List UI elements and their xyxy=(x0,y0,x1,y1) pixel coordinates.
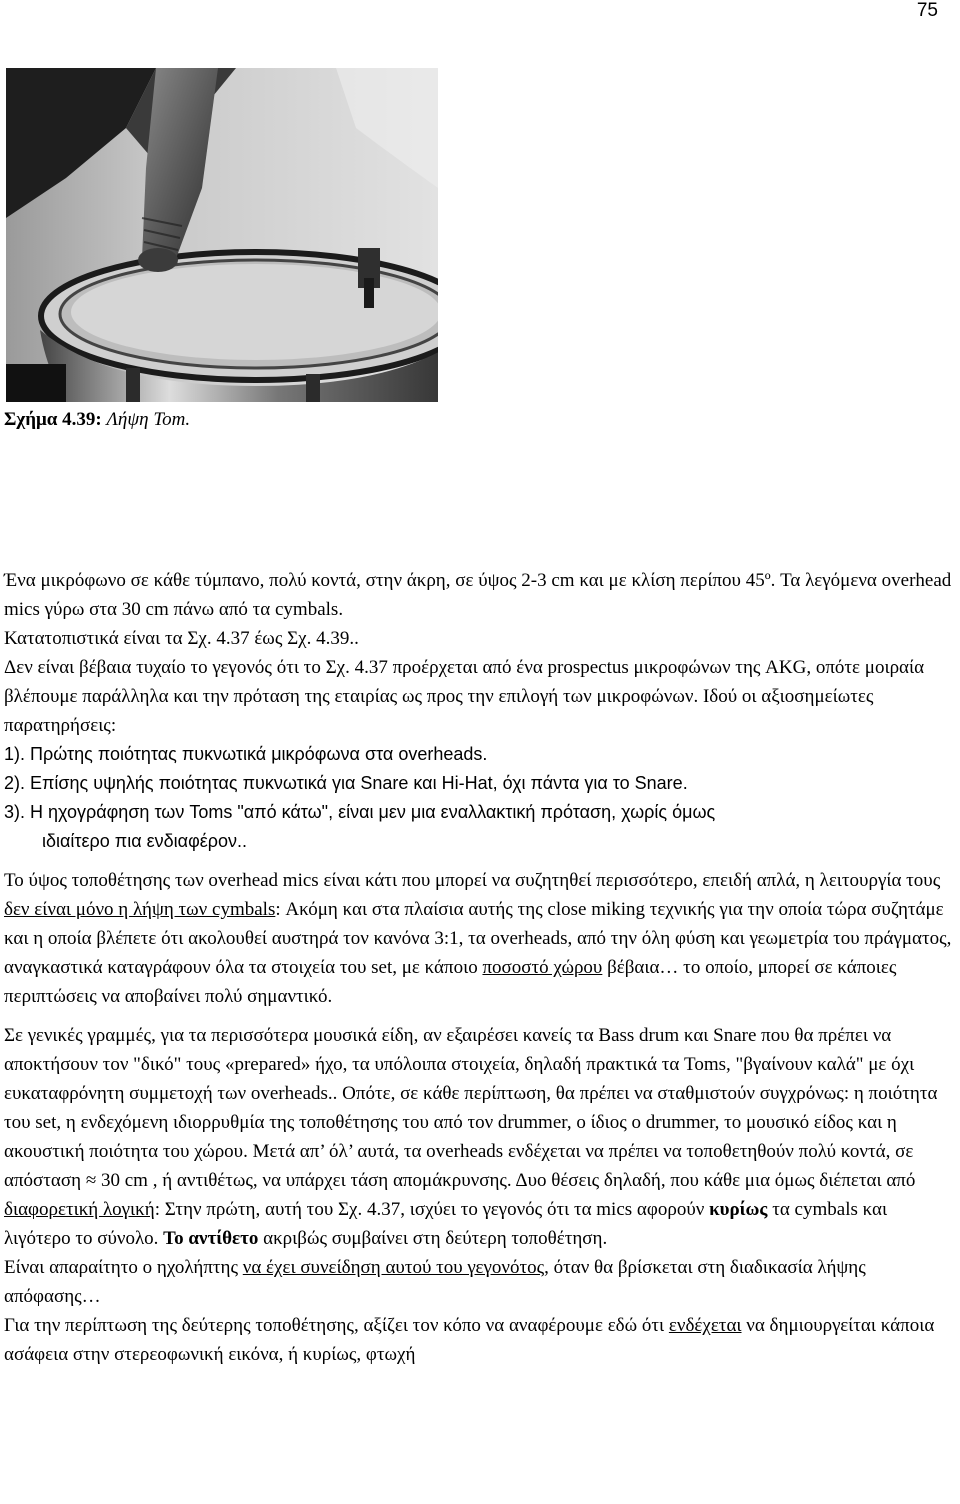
paragraph xyxy=(4,1253,952,1311)
paragraph: Δεν είναι βέβαια τυχαίο το γεγονός ότι το Σχ. 4.37 προέρχεται από ένα prospectus μικροφώνων της AKG, οπότε μοιραία βλέπουμε παράλληλα και την πρόταση της εταιρίας ως προς την επιλογή των μικροφώνων. Ιδού οι αξιοσημείωτες παρατηρήσεις: xyxy=(4,657,925,736)
text-run: Σε γενικές γραμμές, για τα περισσότερα μουσικά είδη, αν εξαιρέσει κανείς τα Bass drum και Snare που θα πρέπει να αποκτήσουν τον "δικό" τους «prepared» ήχο, τα υπόλοιπα στοιχεία, δηλαδή πρακτικά τα Toms, "βγαίνουν καλά" με όχι ευκαταφρόνητη συμμετοχή των overheads.. Οπότε, σε κάθε περίπτωση, θα πρέπει να σταθμιστούν συγχρόνως: η ποιότητα του set, η ενδεχόμενη ιδιορρυθμία της τοποθέτησης του από τον drummer, ο ίδιος ο drummer, το μουσικό είδος και η ακουστική ποιότητα του χώρου. Μετά απ’ όλ’ αυτά, τα overheads ενδέχεται να πρέπει να τοποθετηθούν πολύ κοντά, σε απόσταση xyxy=(4,1025,938,1191)
figure-photo xyxy=(6,68,438,402)
list-item: 3). Η ηχογράφηση των Toms "από κάτω", είναι μεν μια εναλλακτική πρόταση, χωρίς όμως xyxy=(4,802,716,822)
paragraph xyxy=(4,866,952,1011)
caption-text: Λήψη Tom. xyxy=(106,409,191,430)
list-item: 1). Πρώτης ποιότητας πυκνωτικά μικρόφωνα στα overheads. xyxy=(4,744,488,764)
caption-label: Σχήμα 4.39: xyxy=(4,409,102,430)
underlined-text: ενδέχεται xyxy=(668,1315,742,1336)
text-run: Είναι απαραίτητο ο ηχολήπτης xyxy=(4,1257,243,1278)
document-body xyxy=(4,566,952,1369)
paragraph: Ένα μικρόφωνο σε κάθε τύμπανο, πολύ κοντά, στην άκρη, σε ύψος 2-3 cm και με κλίση περίπου 45º. Τα λεγόμενα overhead mics γύρω στα 30 cm πάνω από τα cymbals. xyxy=(4,570,952,620)
text-run: Το ύψος τοποθέτησης των overhead mics είναι κάτι που μπορεί να συζητηθεί περισσότερο, επειδή απλά, η λειτουργία τους xyxy=(4,870,941,891)
text-run: ακριβώς συμβαίνει στη δεύτερη τοποθέτηση. xyxy=(258,1228,608,1249)
bold-text: κυρίως xyxy=(709,1199,768,1220)
text-run: Για την περίπτωση της δεύτερης τοποθέτησης, αξίζει τον κόπο να αναφέρουμε εδώ ότι xyxy=(4,1315,669,1336)
text-run: τα cymbals και λιγότερο το σύνολο. xyxy=(4,1199,888,1249)
text-run: , όταν θα βρίσκεται στη διαδικασία λήψης απόφασης… xyxy=(4,1257,866,1307)
list-item-continuation: ιδιαίτερο πια ενδιαφέρον.. xyxy=(42,831,248,851)
text-run: βέβαια… το οποίο, μπορεί σε κάποιες περιπτώσεις να αποβαίνει πολύ σημαντικό. xyxy=(4,957,897,1007)
text-run: 30 cm , ή αντιθέτως, να υπάρχει τάση απομάκρυνσης. Δυο θέσεις δηλαδή, που κάθε μια όμως διέπεται από xyxy=(96,1170,916,1191)
page-number: 75 xyxy=(916,0,938,21)
figure-caption xyxy=(4,406,944,434)
text-run: να δημιουργείται κάποια ασάφεια στην στερεοφωνική εικόνα, ή κυρίως, φτωχή xyxy=(4,1315,935,1365)
text-run: : Ακόμη και στα πλαίσια αυτής της close miking τεχνικής για την οποία τώρα συζητάμε και η οποία βλέπετε ότι ακολουθεί αυστηρά τον κανόνα 3:1, τα overheads, από την όλη φύση και γεωμετρία του πράγματος, αναγκαστικά καταγράφουν όλα τα στοιχεία του set, με κάποιο xyxy=(4,899,952,978)
underlined-text: δεν είναι μόνο η λήψη των cymbals xyxy=(4,899,276,920)
paragraph xyxy=(4,1021,952,1253)
list-item: 2). Επίσης υψηλής ποιότητας πυκνωτικά για Snare και Hi-Hat, όχι πάντα για το Snare. xyxy=(4,773,688,793)
bold-text: Το αντίθετο xyxy=(163,1228,259,1249)
approx-symbol: ≈ xyxy=(85,1170,97,1191)
paragraph: Κατατοπιστικά είναι τα Σχ. 4.37 έως Σχ. 4.39.. xyxy=(4,628,359,649)
underlined-text: διαφορετική λογική xyxy=(4,1199,155,1220)
underlined-text: ποσοστό χώρου xyxy=(482,957,603,978)
underlined-text: να έχει συνείδηση αυτού του γεγονότος xyxy=(242,1257,545,1278)
text-run: : Στην πρώτη, αυτή του Σχ. 4.37, ισχύει το γεγονός ότι τα mics αφορούν xyxy=(154,1199,710,1220)
paragraph xyxy=(4,1311,952,1369)
